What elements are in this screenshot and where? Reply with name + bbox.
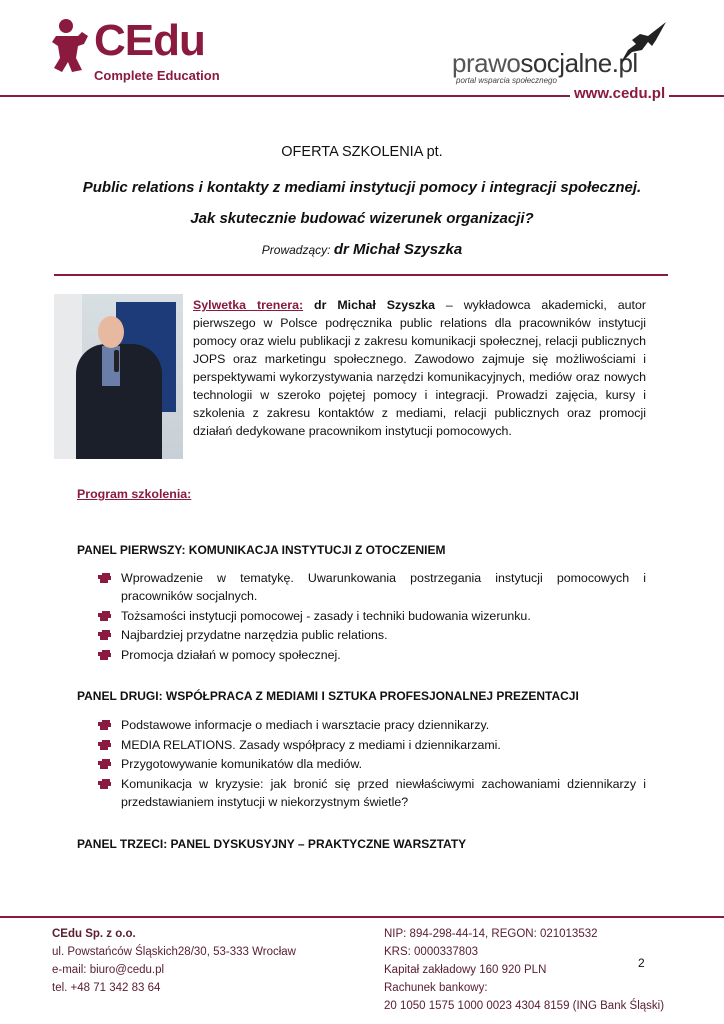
footer-address: ul. Powstańców Śląskich28/30, 53-333 Wrocław	[52, 946, 296, 958]
course-title-line-2: Jak skutecznie budować wizerunek organizacji?	[190, 210, 534, 227]
hand-pointer-icon	[98, 739, 111, 750]
hand-pointer-icon	[98, 610, 111, 621]
hand-pointer-icon	[98, 629, 111, 640]
offer-title: OFERTA SZKOLENIA pt.	[281, 144, 443, 160]
bio-text: – wykładowca akademicki, autor pierwszego w Polsce podręcznika public relations dla pracowników instytucji pomocy oraz wielu publikacji z zakresu komunikacji społecznej, relacji publicznych JOPS oraz marketingu społecznego. Zawodowo zajmuje się możliwościami i perspektywami wykorzystywania narzędzi komunikacyjnych, mediów oraz nowych technologii w szeroko pojętej pomocy i integracji. Prowadzi zajęcia, kursy i szkolenia z zakresu kontaktów z mediami, relacji publicznych oraz promocji działań dedykowane pracownikom instytucji pomocowych.	[193, 298, 647, 438]
list-item: Przygotowywanie komunikatów dla mediów.	[98, 755, 646, 773]
page-number: 2	[638, 956, 645, 970]
hand-pointer-icon	[98, 572, 111, 583]
footer-nip: NIP: 894-298-44-14, REGON: 021013532	[384, 928, 598, 940]
panel-2-list	[98, 716, 646, 812]
cedu-brand-text: CEdu	[94, 16, 205, 65]
cedu-tagline: Complete Education	[94, 68, 220, 83]
footer-bank-label: Rachunek bankowy:	[384, 982, 488, 994]
puzzle-person-icon	[52, 18, 90, 74]
panel-1-heading: PANEL PIERWSZY: KOMUNIKACJA INSTYTUCJI Z OTOCZENIEM	[77, 543, 446, 557]
hand-pointer-icon	[98, 758, 111, 769]
list-item: Tożsamości instytucji pomocowej - zasady i techniki budowania wizerunku.	[98, 607, 646, 625]
footer-krs: KRS: 0000337803	[384, 946, 478, 958]
instructor-name: dr Michał Szyszka	[333, 241, 463, 258]
footer-company-info	[52, 925, 296, 997]
footer-capital: Kapitał zakładowy 160 920 PLN	[384, 964, 547, 976]
microphone-icon	[114, 350, 119, 372]
course-title	[0, 172, 724, 234]
prawosocjalne-logo	[452, 20, 664, 86]
instructor-label: Prowadzący:	[261, 243, 331, 257]
instructor-line	[0, 241, 724, 258]
program-label: Program szkolenia:	[77, 487, 192, 501]
hummingbird-icon	[618, 20, 668, 68]
list-item: Komunikacja w kryzysie: jak bronić się przed niewłaściwymi zachowaniami dziennikarzy i przedstawianiem instytucji w niekorzystnym świetle?	[98, 775, 646, 811]
panel-3-heading: PANEL TRZECI: PANEL DYSKUSYJNY – PRAKTYCZNE WARSZTATY	[77, 837, 467, 851]
panel-2-heading: PANEL DRUGI: WSPÓŁPRACA Z MEDIAMI I SZTUKA PROFESJONALNEJ PREZENTACJI	[77, 689, 579, 703]
trainer-photo	[54, 294, 183, 459]
list-item: Wprowadzenie w tematykę. Uwarunkowania postrzegania instytucji pomocowych i pracowników socjalnych.	[98, 569, 646, 605]
footer-company-name: CEdu Sp. z o.o.	[52, 928, 136, 940]
bio-name: dr Michał Szyszka	[314, 298, 436, 312]
footer-bank-account: 20 1050 1575 1000 0023 4304 8159 (ING Bank Śląski)	[384, 1000, 665, 1012]
list-item: Najbardziej przydatne narzędzia public relations.	[98, 626, 646, 644]
list-item: MEDIA RELATIONS. Zasady współpracy z mediami i dziennikarzami.	[98, 736, 646, 754]
footer-registration-info	[384, 925, 664, 1015]
photo-person-head	[98, 316, 124, 348]
cedu-logo	[52, 18, 222, 86]
prawosocjalne-name: prawosocjalne.pl	[452, 48, 638, 78]
list-item: Promocja działań w pomocy społecznej.	[98, 646, 646, 664]
course-title-line-1: Public relations i kontakty z mediami instytucji pomocy i integracji społecznej.	[82, 179, 642, 196]
header-url[interactable]: www.cedu.pl	[570, 85, 669, 102]
list-item: Podstawowe informacje o mediach i warsztacie pracy dziennikarzy.	[98, 716, 646, 734]
hand-pointer-icon	[98, 778, 111, 789]
prawosocjalne-subtitle: portal wsparcia społecznego	[456, 76, 557, 85]
hand-pointer-icon	[98, 649, 111, 660]
footer-email[interactable]: e-mail: biuro@cedu.pl	[52, 964, 165, 976]
bio-label: Sylwetka trenera:	[193, 298, 304, 312]
hand-pointer-icon	[98, 719, 111, 730]
footer-phone: tel. +48 71 342 83 64	[52, 982, 161, 994]
trainer-bio	[193, 296, 646, 440]
title-divider	[54, 274, 668, 276]
panel-1-list	[98, 569, 646, 665]
footer-divider	[0, 916, 724, 918]
